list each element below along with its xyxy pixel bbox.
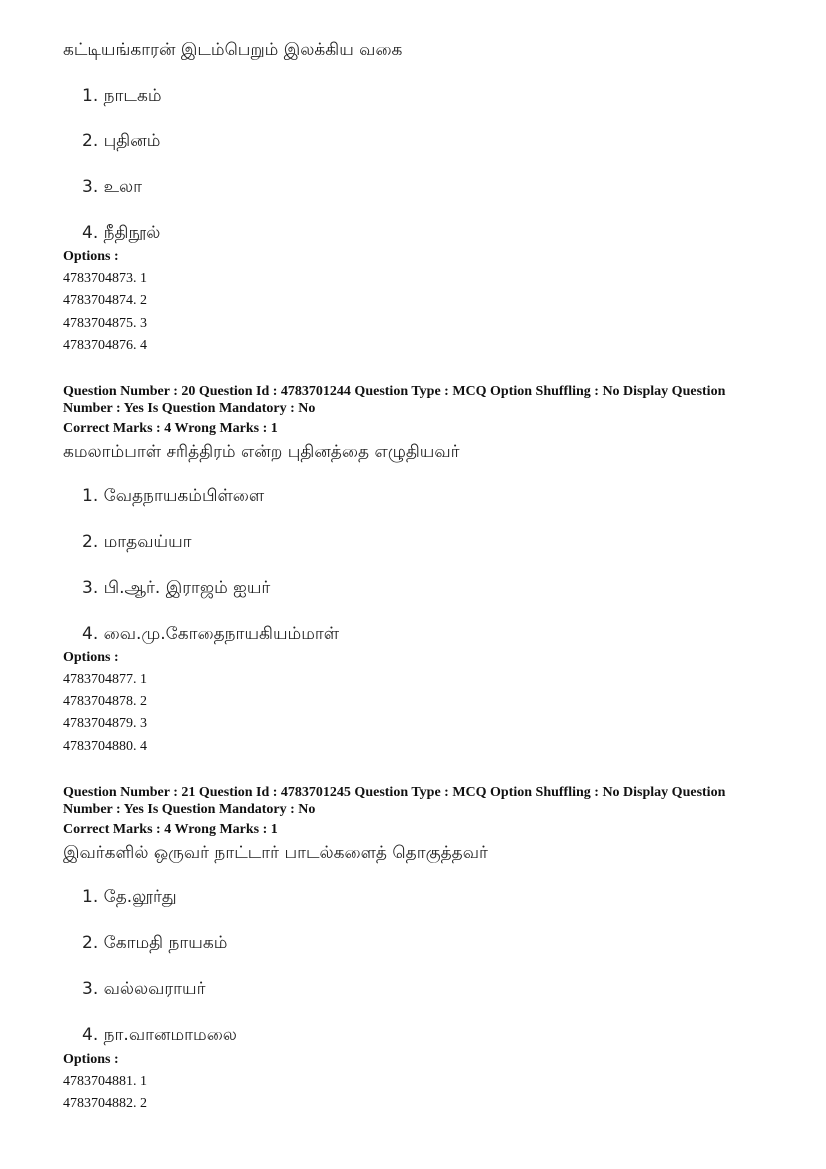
q20-marks: Correct Marks : 4 Wrong Marks : 1 <box>63 421 278 436</box>
q21-option-id-2: 4783704882. 2 <box>63 1096 147 1111</box>
q20-header-line-1: Question Number : 20 Question Id : 4783701244 Question Type : MCQ Option Shuffling : No Display Question <box>63 384 726 399</box>
q19-option-4: 4. நீதிநூல் <box>82 223 161 243</box>
q21-option-id-1: 4783704881. 1 <box>63 1074 147 1089</box>
q21-question-text: இவர்களில் ஒருவர் நாட்டார் பாடல்களைத் தொகுத்தவர் <box>63 843 488 863</box>
q20-option-id-3: 4783704879. 3 <box>63 716 147 731</box>
q20-option-id-1: 4783704877. 1 <box>63 672 147 687</box>
q20-option-1: 1. வேதநாயகம்பிள்ளை <box>82 486 265 506</box>
q19-option-1: 1. நாடகம் <box>82 86 162 106</box>
q19-options-label: Options : <box>63 249 119 264</box>
q20-option-3: 3. பி.ஆர். இராஜம் ஐயர் <box>82 578 271 598</box>
q21-option-4: 4. நா.வானமாமலை <box>82 1025 237 1045</box>
q21-option-3: 3. வல்லவராயர் <box>82 979 206 999</box>
q19-question-text: கட்டியங்காரன் இடம்பெறும் இலக்கிய வகை <box>63 40 403 60</box>
q21-options-label: Options : <box>63 1052 119 1067</box>
q19-option-id-3: 4783704875. 3 <box>63 316 147 331</box>
q20-option-id-4: 4783704880. 4 <box>63 739 147 754</box>
q21-marks: Correct Marks : 4 Wrong Marks : 1 <box>63 822 278 837</box>
q19-option-3: 3. உலா <box>82 177 143 197</box>
q20-option-4: 4. வை.மு.கோதைநாயகியம்மாள் <box>82 624 340 644</box>
q20-option-id-2: 4783704878. 2 <box>63 694 147 709</box>
q19-option-id-2: 4783704874. 2 <box>63 293 147 308</box>
q21-header-line-2: Number : Yes Is Question Mandatory : No <box>63 802 316 817</box>
q21-header-line-1: Question Number : 21 Question Id : 4783701245 Question Type : MCQ Option Shuffling : No Display Question <box>63 785 726 800</box>
q19-option-id-4: 4783704876. 4 <box>63 338 147 353</box>
q20-question-text: கமலாம்பாள் சரித்திரம் என்ற புதினத்தை எழுதியவர் <box>63 442 460 462</box>
q20-header-line-2: Number : Yes Is Question Mandatory : No <box>63 401 316 416</box>
q20-options-label: Options : <box>63 650 119 665</box>
q19-option-2: 2. புதினம் <box>82 131 161 151</box>
q21-option-1: 1. தே.லூர்து <box>82 887 177 907</box>
q20-option-2: 2. மாதவய்யா <box>82 532 192 552</box>
q21-option-2: 2. கோமதி நாயகம் <box>82 933 228 953</box>
q19-option-id-1: 4783704873. 1 <box>63 271 147 286</box>
